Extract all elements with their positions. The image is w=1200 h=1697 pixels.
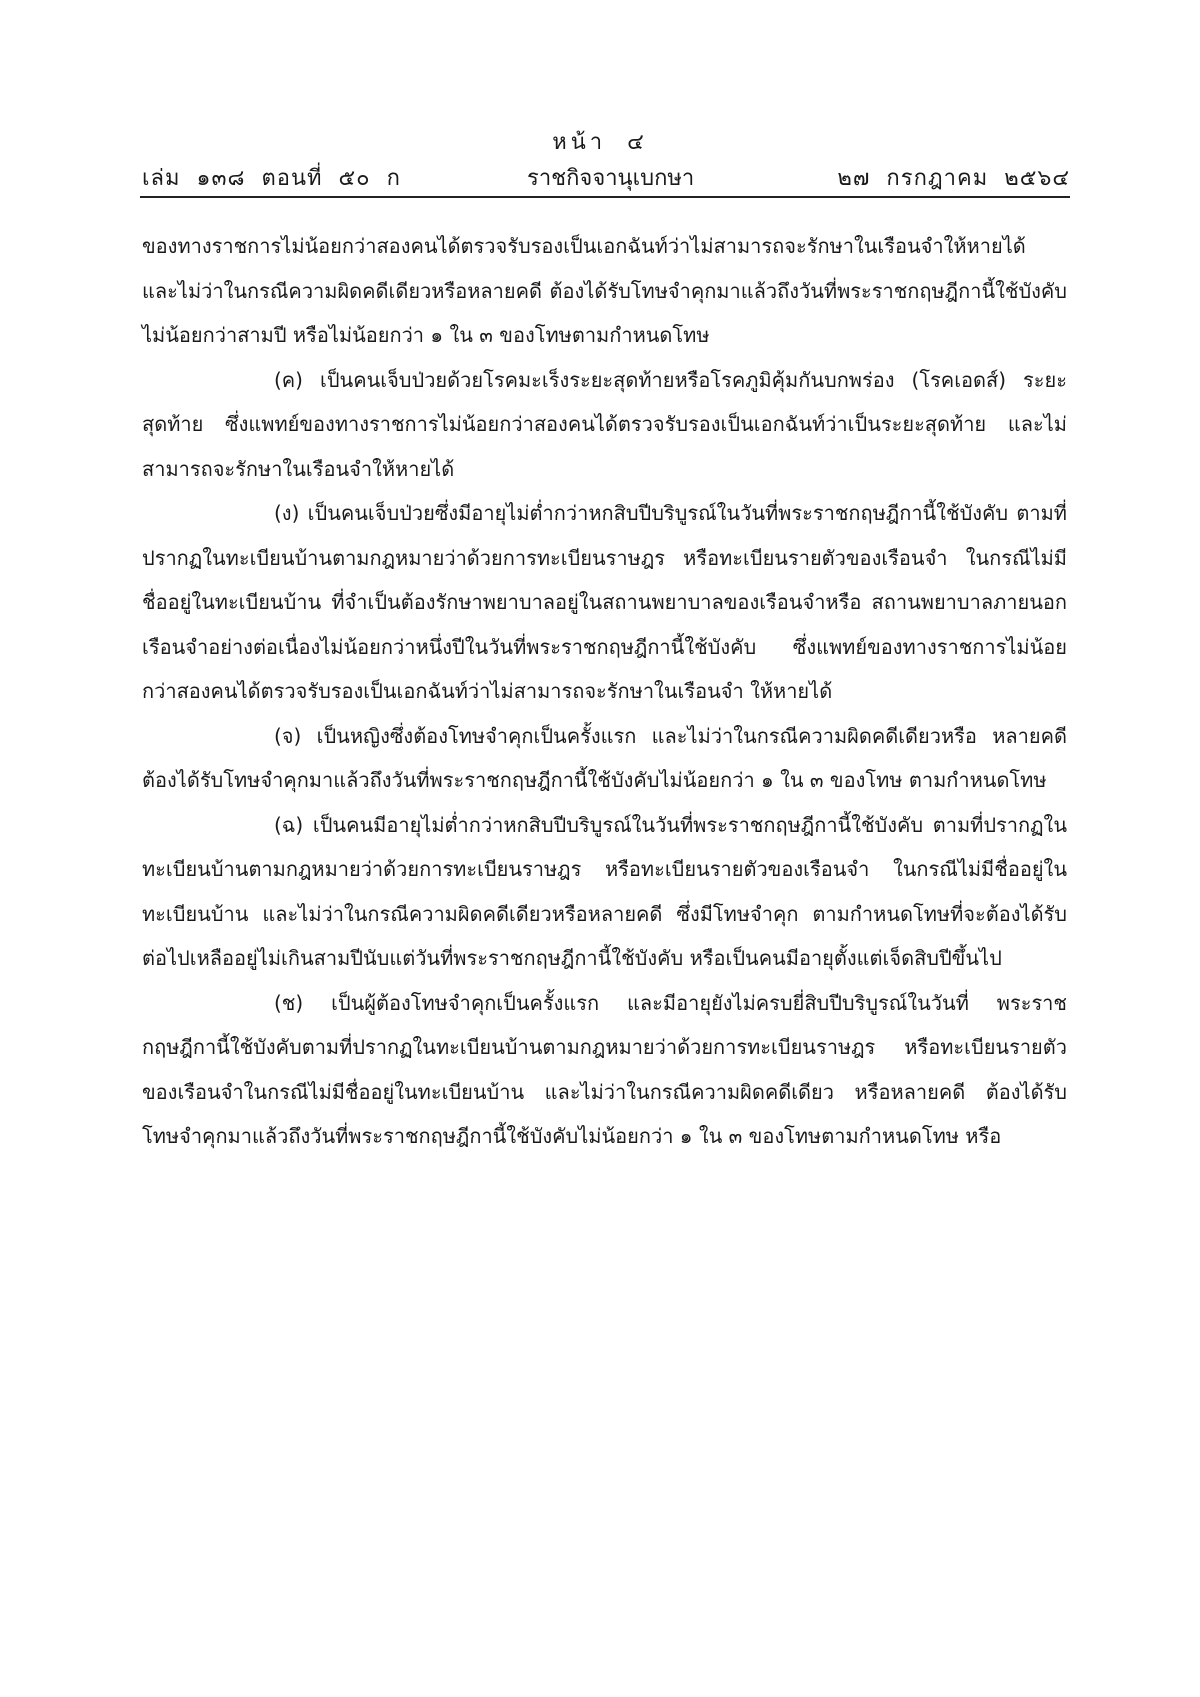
document-body xyxy=(142,224,1067,1159)
header-divider xyxy=(140,196,1070,198)
paragraph-clause-cho: (จ) เป็นหญิงซึ่งต้องโทษจำคุกเป็นครั้งแรก และไม่ว่าในกรณีความผิดคดีเดียวหรือ หลายคดี ต้องได้รับโทษจำคุกมาแล้วถึงวันที่พระราชกฤษฎีกานี้ใช้บังคับไม่น้อยกว่า ๑ ใน ๓ ของโทษ ตามกำหนดโทษ xyxy=(142,723,1067,792)
publication-date: ๒๗ กรกฎาคม ๒๕๖๔ xyxy=(837,166,1070,191)
volume-issue: เล่ม ๑๓๘ ตอนที่ ๕๐ ก xyxy=(142,166,401,191)
paragraph-clause-chho: (ฉ) เป็นคนมีอายุไม่ต่ำกว่าหกสิบปีบริบูรณ์ในวันที่พระราชกฤษฎีกานี้ใช้บังคับ ตามที่ปรากฏในทะเบียนบ้านตามกฎหมายว่าด้วยการทะเบียนราษฎร หรือทะเบียนรายตัวของเรือนจำ ในกรณีไม่มีชื่ออยู่ในทะเบียนบ้าน และไม่ว่าในกรณีความผิดคดีเดียวหรือหลายคดี ซึ่งมีโทษจำคุก ตามกำหนดโทษที่จะต้องได้รับต่อไปเหลืออยู่ไม่เกินสามปีนับแต่วันที่พระราชกฤษฎีกานี้ใช้บังคับ หรือเป็นคนมีอายุตั้งแต่เจ็ดสิบปีขึ้นไป xyxy=(142,812,1067,970)
paragraph-clause-cho-chang: (ช) เป็นผู้ต้องโทษจำคุกเป็นครั้งแรก และมีอายุยังไม่ครบยี่สิบปีบริบูรณ์ในวันที่ พระราชกฤษฎีกานี้ใช้บังคับตามที่ปรากฏในทะเบียนบ้านตามกฎหมายว่าด้วยการทะเบียนราษฎร หรือทะเบียนรายตัวของเรือนจำในกรณีไม่มีชื่ออยู่ในทะเบียนบ้าน และไม่ว่าในกรณีความผิดคดีเดียว หรือหลายคดี ต้องได้รับโทษจำคุกมาแล้วถึงวันที่พระราชกฤษฎีกานี้ใช้บังคับไม่น้อยกว่า ๑ ใน ๓ ของโทษตามกำหนดโทษ หรือ xyxy=(142,990,1067,1148)
paragraph-continuation: ของทางราชการไม่น้อยกว่าสองคนได้ตรวจรับรองเป็นเอกฉันท์ว่าไม่สามารถจะรักษาในเรือนจำให้หายได้ และไม่ว่าในกรณีความผิดคดีเดียวหรือหลายคดี ต้องได้รับโทษจำคุกมาแล้วถึงวันที่พระราชกฤษฎีกานี้ใช้บังคับไม่น้อยกว่าสามปี หรือไม่น้อยกว่า ๑ ใน ๓ ของโทษตามกำหนดโทษ xyxy=(142,234,1067,347)
paragraph-clause-kho: (ค) เป็นคนเจ็บป่วยด้วยโรคมะเร็งระยะสุดท้ายหรือโรคภูมิคุ้มกันบกพร่อง (โรคเอดส์) ระยะสุดท้าย ซึ่งแพทย์ของทางราชการไม่น้อยกว่าสองคนได้ตรวจรับรองเป็นเอกฉันท์ว่าเป็นระยะสุดท้าย และไม่สามารถจะรักษาในเรือนจำให้หายได้ xyxy=(142,367,1067,481)
page-number: หน้า ๔ xyxy=(552,130,648,155)
paragraph-clause-ngo: (ง) เป็นคนเจ็บป่วยซึ่งมีอายุไม่ต่ำกว่าหกสิบปีบริบูรณ์ในวันที่พระราชกฤษฎีกานี้ใช้บังคับ ตามที่ปรากฏในทะเบียนบ้านตามกฎหมายว่าด้วยการทะเบียนราษฎร หรือทะเบียนรายตัวของเรือนจำ ในกรณีไม่มีชื่ออยู่ในทะเบียนบ้าน ที่จำเป็นต้องรักษาพยาบาลอยู่ในสถานพยาบาลของเรือนจำหรือ สถานพยาบาลภายนอกเรือนจำอย่างต่อเนื่องไม่น้อยกว่าหนึ่งปีในวันที่พระราชกฤษฎีกานี้ใช้บังคับ ซึ่งแพทย์ของทางราชการไม่น้อยกว่าสองคนได้ตรวจรับรองเป็นเอกฉันท์ว่าไม่สามารถจะรักษาในเรือนจำ ให้หายได้ xyxy=(142,501,1067,703)
publication-title: ราชกิจจานุเบกษา xyxy=(527,166,695,191)
document-header xyxy=(142,160,1070,192)
